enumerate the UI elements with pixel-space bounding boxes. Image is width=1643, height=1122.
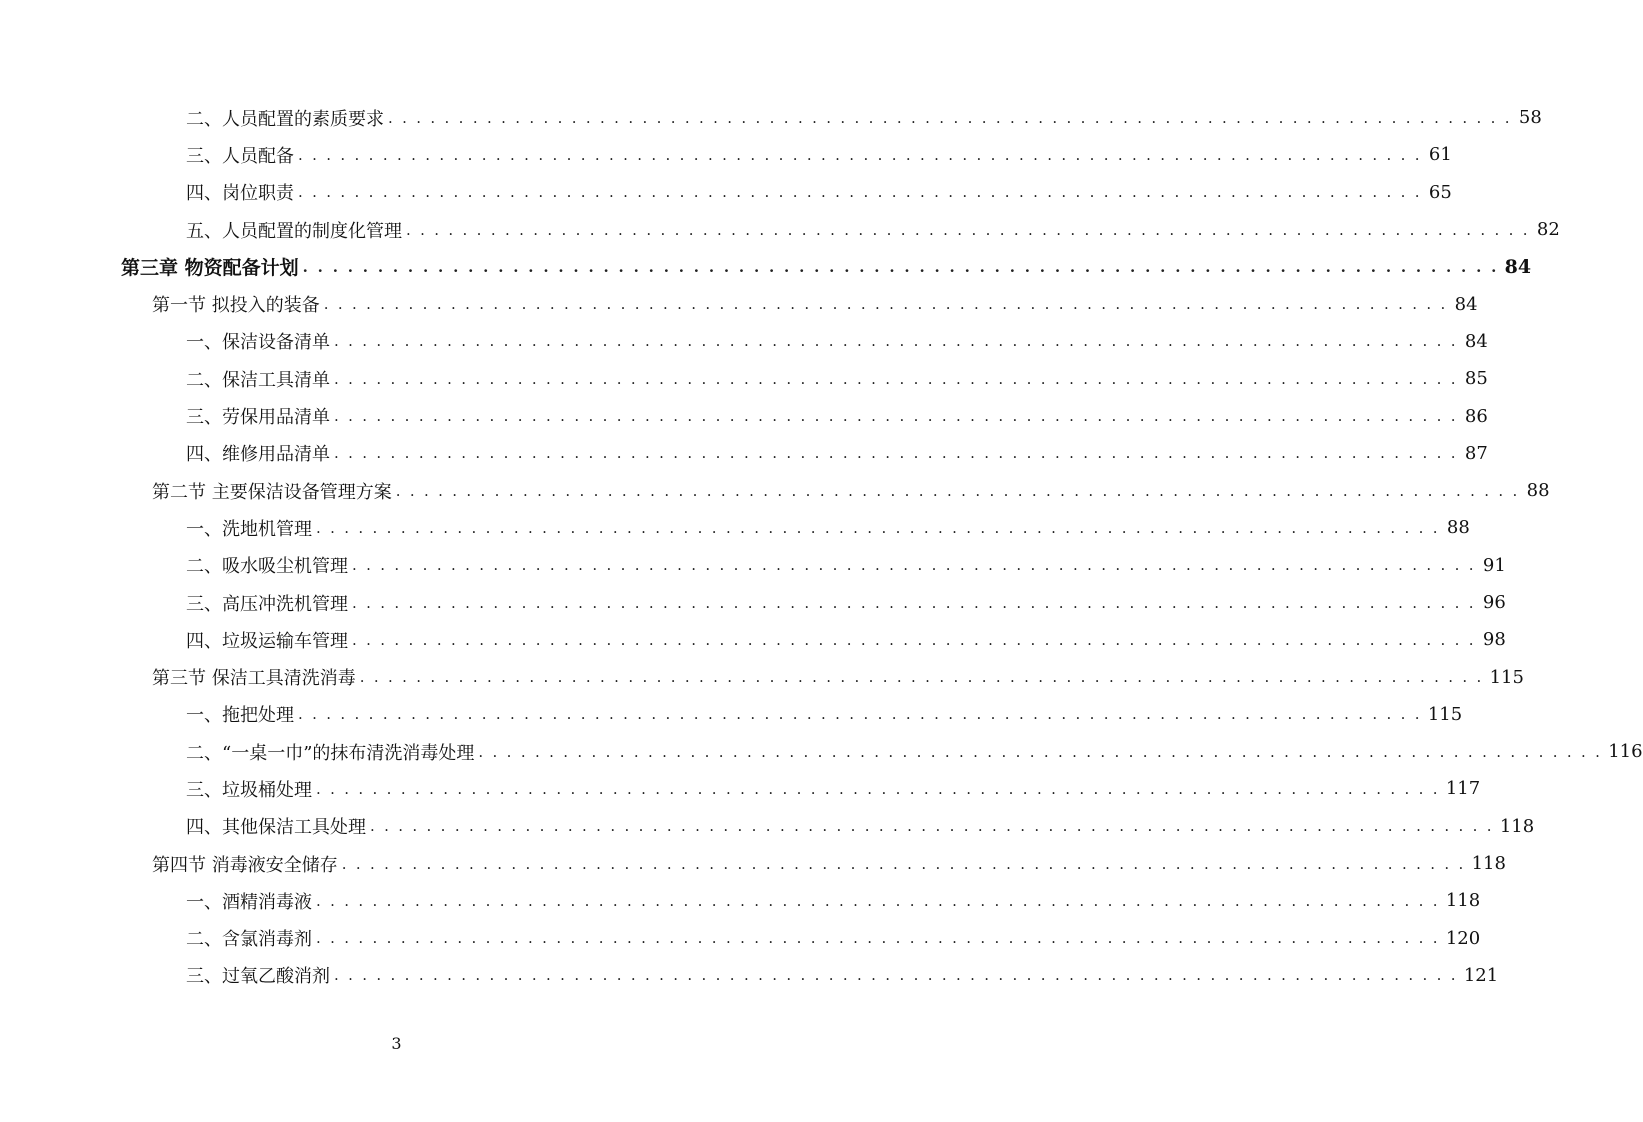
toc-entry-title: 二、含氯消毒剂 [186, 929, 312, 951]
dot-leader: . . . . . . . . . . . . . . . . . . . . . . . . . . . . . . . . . . . . . . . . . . . . . . . . . . . . . . . . . . . . . . . . . . . . . . . . . . . . . . . . [316, 518, 1440, 537]
toc-section-row[interactable] [0, 658, 1524, 695]
toc-item-row[interactable] [0, 808, 1535, 845]
dot-leader: . . . . . . . . . . . . . . . . . . . . . . . . . . . . . . . . . . . . . . . . . . . . . . . . . . . . . . . . . . . . . . . . . . . . . . . . . . . . . . . . [334, 369, 1458, 388]
toc-entry-title: 四、垃圾运输车管理 [186, 630, 348, 652]
dot-leader: . . . . . . . . . . . . . . . . . . . . . . . . . . . . . . . . . . . . . . . . . . . . . . . . . . . . . . . . . . . . . . . . . . . . . . . . . . . . . . . . [323, 295, 1448, 314]
toc-item-row[interactable] [0, 397, 1488, 434]
dot-leader: . . . . . . . . . . . . . . . . . . . . . . . . . . . . . . . . . . . . . . . . . . . . . . . . . . . . . . . . . . . . . . . . . . . . . . . . . . . . . . . . [316, 929, 1440, 948]
toc-entry-page: 88 [1446, 517, 1470, 539]
toc-entry-page: 58 [1518, 107, 1542, 129]
toc-item-row[interactable] [0, 174, 1452, 211]
toc-entry-page: 91 [1482, 554, 1506, 576]
toc-entry-title: 三、过氧乙酸消剂 [186, 966, 330, 988]
toc-chapter-row[interactable] [0, 248, 1532, 285]
toc-entry-title: 第三章 物资配备计划 [121, 257, 299, 280]
toc-entry-page: 88 [1526, 480, 1550, 502]
toc-entry-title: 二、吸水吸尘机管理 [186, 556, 348, 578]
toc-entry-page: 96 [1482, 592, 1506, 613]
toc-entry-page: 121 [1463, 964, 1499, 986]
page-number: 3 [391, 1034, 402, 1053]
toc-item-row[interactable] [0, 509, 1470, 546]
toc-item-row[interactable] [0, 99, 1542, 136]
toc-entry-page: 117 [1445, 778, 1481, 800]
toc-entry-page: 61 [1428, 144, 1452, 166]
dot-leader: . . . . . . . . . . . . . . . . . . . . . . . . . . . . . . . . . . . . . . . . . . . . . . . . . . . . . . . . . . . . . . . . . . . . . . . . . . . . . . . . [395, 481, 1520, 500]
dot-leader: . . . . . . . . . . . . . . . . . . . . . . . . . . . . . . . . . . . . . . . . . . . . . . . . . . . . . . . . . . . . . . . . . . . . . . . . . . . . . . . . [352, 556, 1476, 575]
toc-entry-title: 二、“一桌一巾”的抹布清洗消毒处理 [186, 742, 475, 764]
toc-item-row[interactable] [0, 360, 1488, 397]
toc-entry-title: 三、劳保用品清单 [186, 407, 330, 429]
toc-entry-page: 82 [1536, 219, 1560, 241]
dot-leader: . . . . . . . . . . . . . . . . . . . . . . . . . . . . . . . . . . . . . . . . . . . . . . . . . . . . . . . . . . . . . . . . . . . . . . . . . . . . . . . . [341, 854, 1466, 873]
toc-entry-title: 一、拖把处理 [186, 705, 294, 727]
toc-entry-page: 85 [1464, 368, 1488, 390]
toc-entry-title: 四、岗位职责 [186, 183, 294, 205]
toc-section-row[interactable] [0, 845, 1506, 882]
toc-item-row[interactable] [0, 733, 1643, 770]
toc-item-row[interactable] [0, 136, 1452, 173]
dot-leader: . . . . . . . . . . . . . . . . . . . . . . . . . . . . . . . . . . . . . . . . . . . . . . . . . . . . . . . . . . . . . . . . . . . . . . . . . . . . . . . . [298, 145, 1422, 164]
toc-entry-title: 第三节 保洁工具清洗消毒 [152, 668, 356, 690]
dot-leader: . . . . . . . . . . . . . . . . . . . . . . . . . . . . . . . . . . . . . . . . . . . . . . . . . . . . . . . . . . . . . . . . . . . . . . . . . . . . . . . . [334, 966, 1458, 985]
dot-leader: . . . . . . . . . . . . . . . . . . . . . . . . . . . . . . . . . . . . . . . . . . . . . . . . . . . . . . . . . . . . . . . . . . . . . . . . . . . . . . . . [298, 705, 1422, 724]
dot-leader: . . . . . . . . . . . . . . . . . . . . . . . . . . . . . . . . . . . . . . . . . . . . . . . . . . . . . . . . . . . . . . . . . . . . . . . . . . . . . . . . [298, 183, 1422, 202]
toc-entry-page: 84 [1464, 330, 1488, 352]
dot-leader: . . . . . . . . . . . . . . . . . . . . . . . . . . . . . . . . . . . . . . . . . . . . . . . . . . . . . . . . . . . . . . . . . . . . . . . . . . . . . . . . [370, 817, 1494, 836]
toc-entry-page: 118 [1445, 890, 1481, 912]
toc-entry-title: 五、人员配置的制度化管理 [186, 220, 402, 242]
toc-entry-page: 118 [1499, 815, 1535, 837]
toc-entry-page: 84 [1504, 255, 1532, 278]
toc-entry-title: 二、保洁工具清单 [186, 369, 330, 391]
toc-item-row[interactable] [0, 547, 1506, 584]
toc-entry-title: 三、人员配备 [186, 145, 294, 167]
toc-entry-title: 四、维修用品清单 [186, 444, 330, 466]
toc-entry-title: 三、垃圾桶处理 [186, 779, 312, 801]
dot-leader: . . . . . . . . . . . . . . . . . . . . . . . . . . . . . . . . . . . . . . . . . . . . . . . . . . . . . . . . . . . . . . . . . . . . . . . . . . . . . . . . [406, 220, 1530, 239]
toc-item-row[interactable] [0, 770, 1481, 807]
toc-item-row[interactable] [0, 696, 1463, 733]
toc-item-row[interactable] [0, 621, 1506, 658]
toc-entry-title: 一、酒精消毒液 [186, 891, 312, 913]
toc-entry-title: 第四节 消毒液安全储存 [152, 854, 338, 876]
toc-entry-page: 115 [1427, 703, 1463, 725]
dot-leader: . . . . . . . . . . . . . . . . . . . . . . . . . . . . . . . . . . . . . . . . . . . . . . . . . . . . . . . . . . . . . . . . . . . . . . . . . . . . . . . . [334, 407, 1458, 426]
table-of-contents [0, 99, 1643, 994]
toc-item-row[interactable] [0, 957, 1499, 994]
toc-entry-title: 三、高压冲洗机管理 [186, 593, 348, 615]
toc-entry-page: 120 [1445, 927, 1481, 949]
toc-entry-title: 第二节 主要保洁设备管理方案 [152, 481, 392, 503]
toc-item-row[interactable] [0, 882, 1481, 919]
toc-entry-title: 第一节 拟投入的装备 [152, 295, 320, 317]
toc-item-row[interactable] [0, 435, 1488, 472]
toc-section-row[interactable] [0, 285, 1478, 322]
toc-entry-page: 84 [1454, 293, 1478, 315]
dot-leader: . . . . . . . . . . . . . . . . . . . . . . . . . . . . . . . . . . . . . . . . . . . . . . . . . . . . . . . . . . . . . . . . . . . . . . . . . . . . . . . . [316, 779, 1440, 798]
dot-leader: . . . . . . . . . . . . . . . . . . . . . . . . . . . . . . . . . . . . . . . . . . . . . . . . . . . . . . . . . . . . . . . . . . . . . . . . . . . . . . . . [478, 742, 1603, 761]
dot-leader: . . . . . . . . . . . . . . . . . . . . . . . . . . . . . . . . . . . . . . . . . . . . . . . . . . . . . . . . . . . . . . . . . . . . . . . . . . . . . . . . [359, 668, 1484, 687]
toc-entry-page: 87 [1464, 442, 1488, 464]
toc-entry-page: 116 [1608, 741, 1643, 763]
toc-section-row[interactable] [0, 472, 1550, 509]
dot-leader: . . . . . . . . . . . . . . . . . . . . . . . . . . . . . . . . . . . . . . . . . . . . . . . . . . . . . . . . . . . . . . . . . . . . . . . . . . . . . . . . [352, 593, 1476, 612]
toc-entry-title: 二、人员配置的素质要求 [186, 108, 384, 130]
toc-entry-title: 四、其他保洁工具处理 [186, 817, 366, 839]
toc-entry-page: 65 [1428, 181, 1452, 203]
dot-leader: . . . . . . . . . . . . . . . . . . . . . . . . . . . . . . . . . . . . . . . . . . . . . . . . . . . . . . . . . . . . . . . . . . . . . . . . . . . . . . . . [352, 630, 1476, 649]
toc-entry-page: 115 [1489, 666, 1524, 688]
toc-entry-page: 118 [1471, 853, 1506, 875]
toc-item-row[interactable] [0, 584, 1506, 621]
toc-item-row[interactable] [0, 323, 1488, 360]
toc-item-row[interactable] [0, 920, 1481, 957]
dot-leader: . . . . . . . . . . . . . . . . . . . . . . . . . . . . . . . . . . . . . . . . . . . . . . . . . . . . . . . . . . . . . . . . . . . . . . . . . . . . . . . . [334, 444, 1458, 463]
toc-entry-title: 一、保洁设备清单 [186, 332, 330, 354]
toc-entry-page: 98 [1482, 629, 1506, 651]
toc-entry-page: 86 [1464, 405, 1488, 427]
dot-leader: . . . . . . . . . . . . . . . . . . . . . . . . . . . . . . . . . . . . . . . . . . . . . . . . . . . . . . . . . . . . . . . . . . . . . . . . . . . . . . . . [316, 891, 1440, 910]
toc-item-row[interactable] [0, 211, 1560, 248]
dot-leader: . . . . . . . . . . . . . . . . . . . . . . . . . . . . . . . . . . . . . . . . . . . . . . . . . . . . . . . . . . . . . . . . . . . . . . . . . . . . . . . . [334, 332, 1458, 351]
toc-entry-title: 一、洗地机管理 [186, 518, 312, 540]
dot-leader: . . . . . . . . . . . . . . . . . . . . . . . . . . . . . . . . . . . . . . . . . . . . . . . . . . . . . . . . . . . . . . . . . . . . . . . . . . . . . . . . [388, 108, 1512, 127]
dot-leader: . . . . . . . . . . . . . . . . . . . . . . . . . . . . . . . . . . . . . . . . . . . . . . . . . . . . . . . . . . . . . . . . . . . . . . . . . . . . . . . . [302, 257, 1499, 276]
